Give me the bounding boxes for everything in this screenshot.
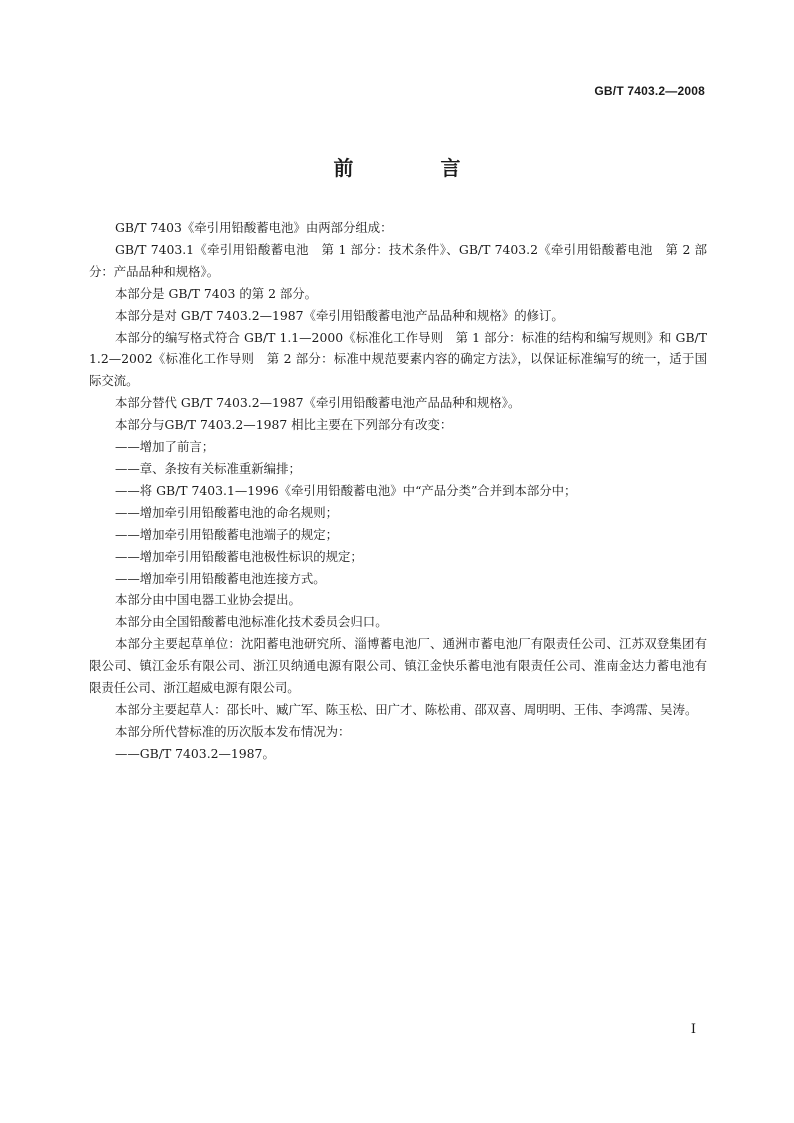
paragraph: 本部分主要起草单位：沈阳蓄电池研究所、淄博蓄电池厂、通洲市蓄电池厂有限责任公司、江苏双登集团有限公司、镇江金乐有限公司、浙江贝纳通电源有限公司、镇江金快乐蓄电池有限责任公司、淮南金达力蓄电池有限责任公司、浙江超威电源有限公司。 [89, 636, 707, 696]
paragraph: 本部分由中国电器工业协会提出。 [115, 592, 301, 608]
paragraph: 本部分主要起草人：邵长叶、臧广军、陈玉松、田广才、陈松甫、邵双喜、周明明、王伟、李鸿霈、吴涛。 [115, 701, 698, 717]
paragraph: 本部分由全国铅酸蓄电池标准化技术委员会归口。 [115, 614, 388, 630]
list-item: ——章、条按有关标准重新编排； [115, 460, 301, 476]
paragraph: 本部分所代替标准的历次版本发布情况为： [115, 723, 351, 739]
list-item: ——增加牵引用铅酸蓄电池极性标识的规定； [115, 548, 363, 564]
paragraph: 本部分是对 GB/T 7403.2—1987《牵引用铅酸蓄电池产品品种和规格》的修订。 [115, 307, 564, 323]
list-item: ——增加牵引用铅酸蓄电池端子的规定； [115, 526, 339, 542]
list-item: ——增加牵引用铅酸蓄电池连接方式。 [115, 570, 326, 586]
list-item: ——增加了前言； [115, 439, 215, 455]
page-number: I [690, 1022, 696, 1037]
list-item: ——增加牵引用铅酸蓄电池的命名规则； [115, 504, 339, 520]
foreword-body [89, 217, 707, 765]
standard-number: GB/T 7403.2—2008 [594, 84, 705, 98]
paragraph: GB/T 7403《牵引用铅酸蓄电池》由两部分组成： [115, 220, 393, 235]
paragraph: 本部分与GB/T 7403.2—1987 相比主要在下列部分有改变： [115, 417, 453, 433]
paragraph: 本部分是 GB/T 7403 的第 2 部分。 [115, 285, 318, 301]
section-title: 前 言 [333, 156, 501, 180]
paragraph: 本部分的编写格式符合 GB/T 1.1—2000《标准化工作导则 第 1 部分：标准的结构和编写规则》和 GB/T 1.2—2002《标准化工作导则 第 2 部分：标准中规范要素内容的确定方法》，以保证标准编写的统一，适于国际交流。 [89, 329, 707, 389]
paragraph: 本部分替代 GB/T 7403.2—1987《牵引用铅酸蓄电池产品品种和规格》。 [115, 395, 521, 411]
list-item: ——GB/T 7403.2—1987。 [115, 745, 275, 761]
paragraph: GB/T 7403.1《牵引用铅酸蓄电池 第 1 部分：技术条件》、GB/T 7403.2《牵引用铅酸蓄电池 第 2 部分：产品品种和规格》。 [89, 241, 707, 279]
list-item: ——将 GB/T 7403.1—1996《牵引用铅酸蓄电池》中“产品分类”合并到本部分中； [115, 482, 577, 498]
